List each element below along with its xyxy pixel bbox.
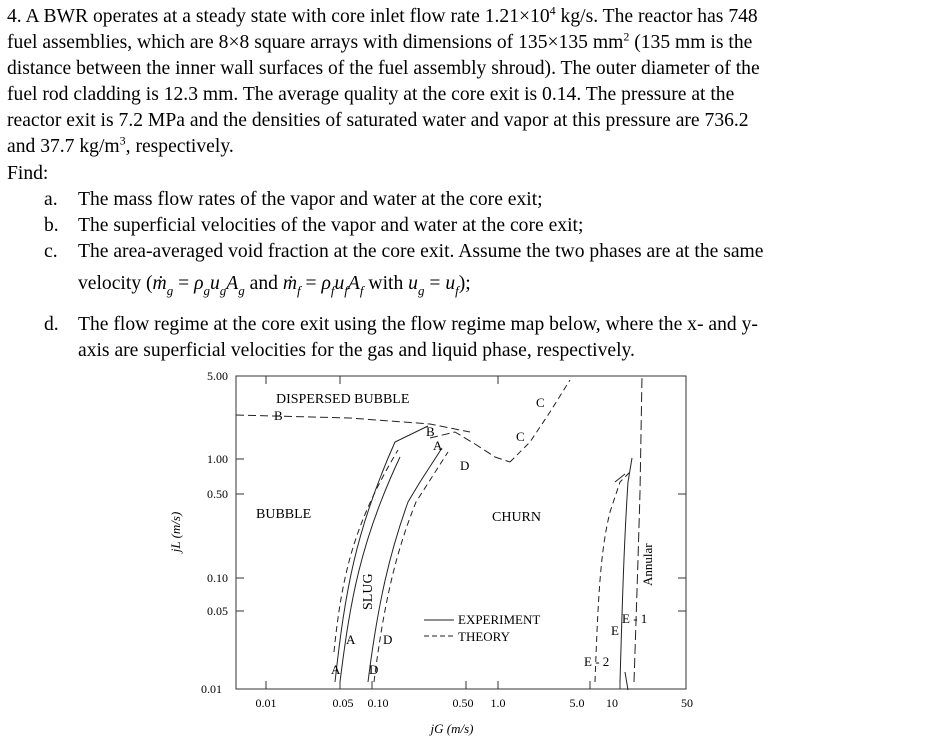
region-label: BUBBLE [256, 507, 312, 522]
legend [424, 612, 540, 644]
legend-label: EXPERIMENT [458, 612, 541, 627]
curve-c [510, 380, 570, 462]
transition-label: A [433, 438, 443, 453]
x-tick-label: 1.0 [490, 696, 506, 710]
y-tick-label: 0.10 [207, 571, 228, 585]
x-tick-label: 5.0 [569, 696, 585, 710]
curve-e2 [634, 376, 642, 682]
transition-label: A [331, 662, 341, 677]
x-tick-label: 50 [681, 696, 693, 710]
y-tick-label: 5.00 [207, 369, 228, 383]
transition-label: D [383, 632, 393, 647]
y-tick-label: 1.00 [207, 452, 228, 466]
flow-regime-chart [150, 362, 710, 747]
curve-a-inner [340, 457, 400, 682]
transition-label: E [611, 623, 619, 638]
y-tick-label: 0.50 [207, 487, 228, 501]
x-axis-label: jG (m/s) [430, 721, 474, 736]
curve-e-experiment [620, 458, 632, 682]
list-item-continuation: velocity (ṁ$_g$ = $\rho_gu_gA_g$ and ṁ$_f$ = $\rho_fu_fA_f$ with $u_g = u_f$); [78, 273, 471, 298]
transition-label: E - 1 [622, 611, 648, 626]
region-label: SLUG [361, 573, 376, 610]
legend-label: THEORY [458, 629, 510, 644]
y-tick-label: 0.01 [201, 682, 222, 696]
curve-b-theory [236, 415, 470, 432]
x-tick-label: 10 [606, 696, 618, 710]
x-tick-label: 0.01 [255, 696, 277, 710]
transition-label: D [460, 458, 470, 473]
transition-label: A [346, 632, 356, 647]
transition-label: E - 2 [584, 654, 610, 669]
region-label: Annular [640, 543, 655, 586]
curve-e-theory [595, 472, 630, 682]
x-tick-label: 0.10 [367, 696, 389, 710]
find-label: Find: [7, 163, 49, 184]
flow-regime-map [150, 362, 710, 752]
y-tick-label: 0.05 [207, 604, 228, 618]
transition-label: B [426, 424, 435, 439]
transition-label: C [536, 395, 545, 410]
region-label: CHURN [492, 510, 542, 525]
curve-e-tick-top [615, 474, 625, 482]
problem-statement: 4. A BWR operates at a steady state with core inlet flow rate $1.21\times 10^4$ kg/s. The reactor has 748 fuel assemblies, which are 8×8 square arrays with dimensions of 135×135 $mm^2$ (135 mm is the distance between the inner wall surfaces of the fuel assembly shroud). The outer diameter of the fuel rod cladding is 12.3 mm. The average quality at the core exit is 0.14. The pressure at the reactor exit is 7.2 MPa and the densities of saturated water and vapor at this pressure are 736.2 and 37.7 $kg/m^3$, respectively. [7, 3, 760, 157]
y-axis-label: jL (m/s) [168, 511, 183, 553]
transition-label: B [274, 408, 283, 423]
x-tick-label: 0.50 [452, 696, 474, 710]
transition-label: D [369, 662, 379, 677]
x-tick-label: 0.05 [332, 696, 354, 710]
transition-label: C [516, 429, 525, 444]
curve-e-tick [625, 672, 628, 690]
curve-a-theory [334, 450, 398, 652]
list-item-continuation: axis are superficial velocities for the gas and liquid phase, respectively. [78, 340, 635, 361]
curve-d-theory [374, 452, 448, 682]
region-label: DISPERSED BUBBLE [276, 392, 410, 407]
